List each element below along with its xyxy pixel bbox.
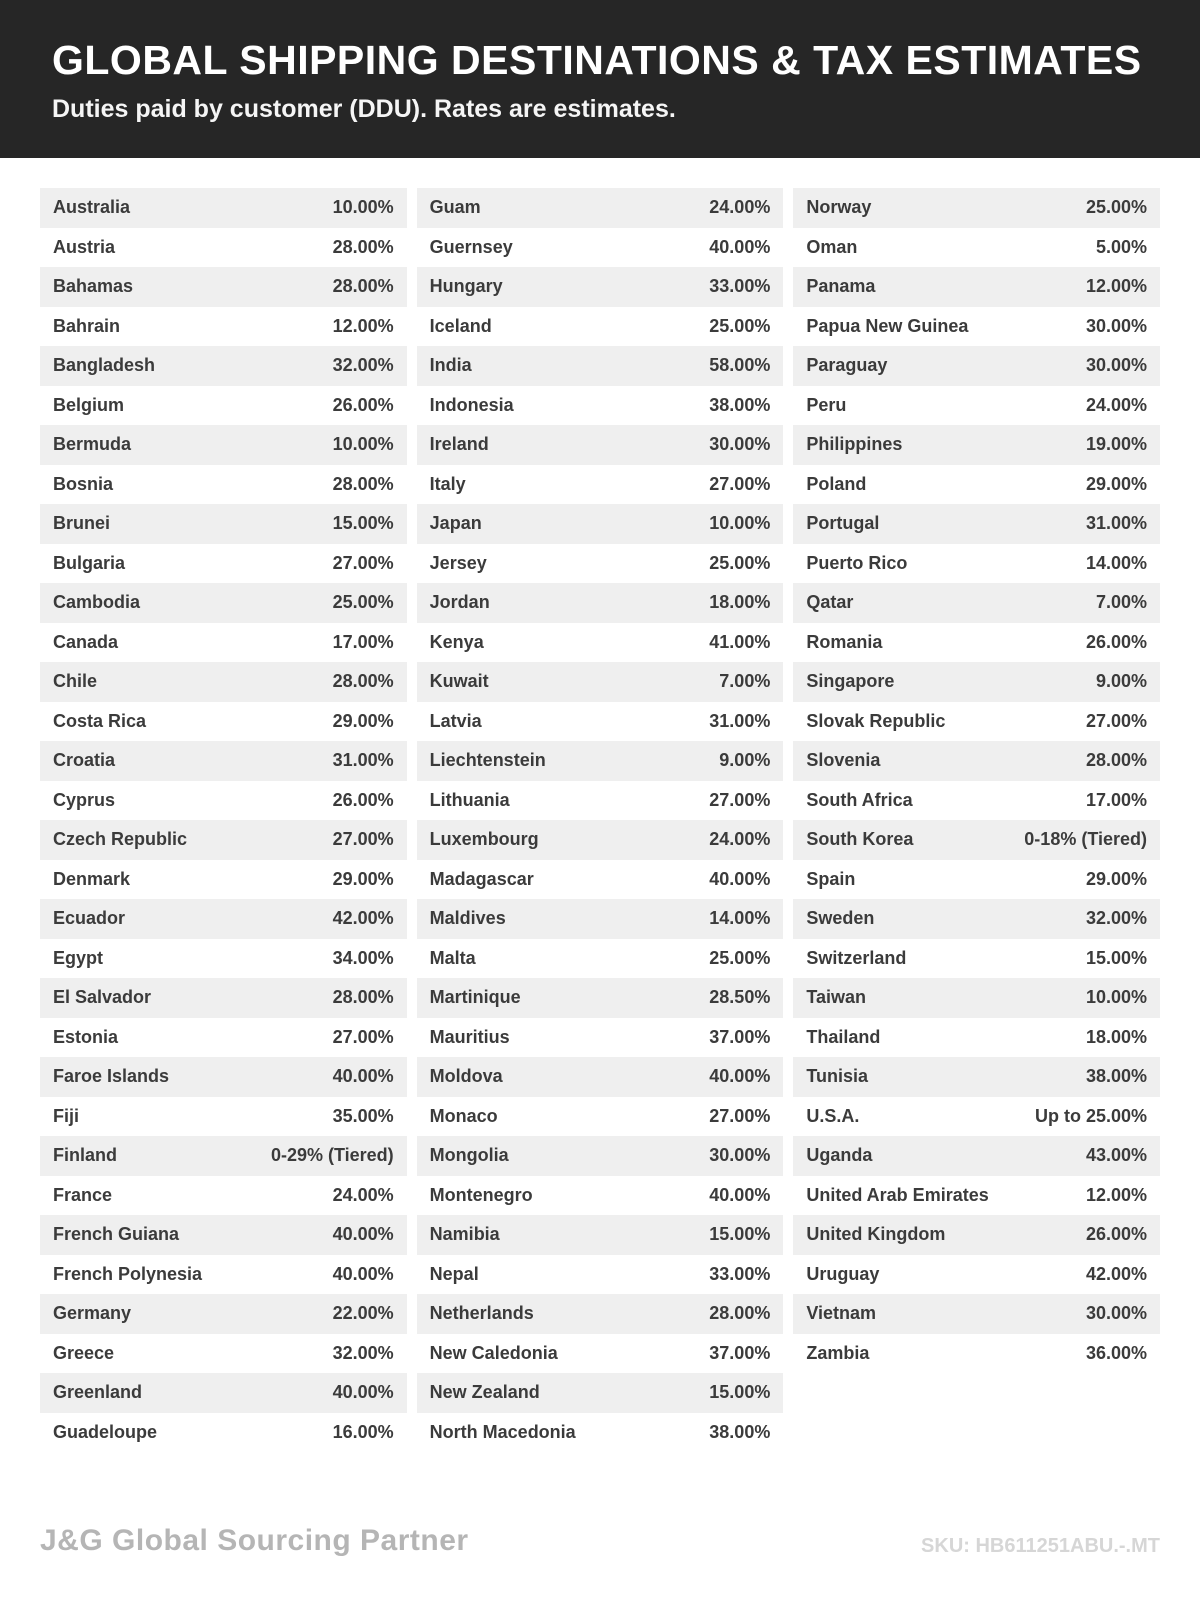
tax-rate: Up to 25.00% (1034, 1105, 1148, 1126)
country-name: Croatia (53, 750, 116, 771)
tax-rate: 37.00% (709, 1342, 771, 1363)
tax-rate: 10.00% (709, 513, 771, 534)
table-row (40, 702, 407, 742)
table-row (417, 544, 784, 584)
tax-rate: 25.00% (709, 315, 771, 336)
table-row (793, 939, 1160, 979)
table-row (40, 1176, 407, 1216)
tax-rate: 26.00% (332, 789, 394, 810)
table-row (793, 1255, 1160, 1295)
tax-rate: 30.00% (1085, 1303, 1148, 1324)
country-name: Bosnia (53, 473, 114, 494)
table-row (40, 346, 407, 386)
country-name: Guadeloupe (53, 1421, 158, 1442)
country-name: Estonia (53, 1026, 119, 1047)
table-row (793, 1097, 1160, 1137)
country-name: Iceland (429, 315, 492, 336)
table-row (40, 781, 407, 821)
table-row (417, 860, 784, 900)
country-name: Madagascar (429, 868, 534, 889)
country-name: Czech Republic (53, 829, 188, 850)
country-name: Austria (53, 236, 116, 257)
table-row (417, 741, 784, 781)
country-name: Faroe Islands (53, 1066, 170, 1087)
table-row (40, 583, 407, 623)
tax-rate: 15.00% (332, 513, 394, 534)
table-row (40, 1018, 407, 1058)
tax-rate: 37.00% (709, 1026, 771, 1047)
country-name: Japan (429, 513, 482, 534)
country-name: South Korea (806, 829, 914, 850)
tax-rate: 38.00% (709, 394, 771, 415)
country-name: Monaco (429, 1105, 498, 1126)
table-row (417, 425, 784, 465)
tax-rate: 38.00% (1085, 1066, 1148, 1087)
tax-rate: 12.00% (1085, 276, 1148, 297)
country-name: Romania (806, 631, 883, 652)
tax-rate: 32.00% (332, 355, 394, 376)
tax-rate: 18.00% (1085, 1026, 1148, 1047)
rate-column (417, 188, 784, 1452)
tax-rate: 42.00% (332, 908, 394, 929)
country-name: New Zealand (429, 1382, 540, 1403)
tax-rate: 25.00% (1085, 197, 1148, 218)
country-name: Singapore (806, 671, 895, 692)
tax-rate: 41.00% (709, 631, 771, 652)
table-row (417, 188, 784, 228)
page-title: GLOBAL SHIPPING DESTINATIONS & TAX ESTIMATES (52, 37, 1142, 83)
table-row (793, 267, 1160, 307)
country-name: India (429, 355, 472, 376)
country-name: Malta (429, 947, 476, 968)
table-row (40, 386, 407, 426)
tax-rate: 36.00% (1085, 1342, 1148, 1363)
table-row (40, 1097, 407, 1137)
table-row (40, 1334, 407, 1374)
country-name: Poland (806, 473, 867, 494)
country-name: Greenland (53, 1382, 143, 1403)
table-row (793, 781, 1160, 821)
country-name: Bahamas (53, 276, 134, 297)
table-row (793, 860, 1160, 900)
tax-rate: 40.00% (709, 1184, 771, 1205)
tax-rate: 7.00% (1095, 592, 1148, 613)
tax-rate: 31.00% (332, 750, 394, 771)
table-row (793, 386, 1160, 426)
country-name: Luxembourg (429, 829, 539, 850)
country-name: Montenegro (429, 1184, 533, 1205)
tax-rate: 40.00% (709, 236, 771, 257)
country-name: Peru (806, 394, 847, 415)
tax-rate: 30.00% (1085, 315, 1148, 336)
country-name: Namibia (429, 1224, 500, 1245)
country-name: Tunisia (806, 1066, 869, 1087)
tax-rate: 7.00% (719, 671, 771, 692)
country-name: France (53, 1184, 113, 1205)
table-row (793, 820, 1160, 860)
tax-rate: 12.00% (332, 315, 394, 336)
table-row (40, 504, 407, 544)
country-name: Switzerland (806, 947, 907, 968)
table-row (417, 939, 784, 979)
table-row (793, 1018, 1160, 1058)
country-name: El Salvador (53, 987, 152, 1008)
table-row (793, 504, 1160, 544)
table-row (40, 1057, 407, 1097)
tax-rate: 30.00% (1085, 355, 1148, 376)
tax-rate: 28.00% (332, 671, 394, 692)
page-header (0, 0, 1200, 158)
country-name: Germany (53, 1303, 132, 1324)
table-row (417, 1294, 784, 1334)
tax-rate: 29.00% (1085, 868, 1148, 889)
tax-rate: 26.00% (332, 394, 394, 415)
country-name: North Macedonia (429, 1421, 576, 1442)
country-name: Canada (53, 631, 119, 652)
table-row (793, 899, 1160, 939)
country-name: Thailand (806, 1026, 881, 1047)
country-name: Portugal (806, 513, 880, 534)
table-row (793, 346, 1160, 386)
tax-rate: 40.00% (332, 1263, 394, 1284)
table-row (417, 1215, 784, 1255)
table-row (40, 544, 407, 584)
country-name: Netherlands (429, 1303, 534, 1324)
country-name: Liechtenstein (429, 750, 546, 771)
table-row (417, 623, 784, 663)
table-row (793, 1215, 1160, 1255)
country-name: Bulgaria (53, 552, 126, 573)
table-row (793, 623, 1160, 663)
country-name: Guernsey (429, 236, 513, 257)
tax-rate: 27.00% (332, 552, 394, 573)
country-name: Ecuador (53, 908, 126, 929)
table-row (417, 1136, 784, 1176)
tax-rate: 32.00% (1085, 908, 1148, 929)
tax-rate: 15.00% (709, 1382, 771, 1403)
table-row (793, 188, 1160, 228)
table-row (793, 1136, 1160, 1176)
country-name: Puerto Rico (806, 552, 908, 573)
table-row (40, 662, 407, 702)
table-row (40, 188, 407, 228)
tax-rate: 17.00% (332, 631, 394, 652)
table-row (793, 583, 1160, 623)
country-name: Egypt (53, 947, 104, 968)
country-name: Jordan (429, 592, 490, 613)
table-row (40, 623, 407, 663)
tax-rate: 18.00% (709, 592, 771, 613)
country-name: Oman (806, 236, 858, 257)
table-row (40, 425, 407, 465)
tax-rate: 12.00% (1085, 1184, 1148, 1205)
country-name: Ireland (429, 434, 489, 455)
tax-rate: 10.00% (332, 434, 394, 455)
country-name: U.S.A. (806, 1105, 860, 1126)
tax-rate: 15.00% (1085, 947, 1148, 968)
country-name: Kuwait (429, 671, 489, 692)
tax-rate: 28.00% (332, 473, 394, 494)
country-name: Brunei (53, 513, 111, 534)
country-name: Bangladesh (53, 355, 156, 376)
tax-rate: 27.00% (709, 1105, 771, 1126)
country-name: Belgium (53, 394, 125, 415)
country-name: French Guiana (53, 1224, 180, 1245)
table-row (417, 1176, 784, 1216)
tax-rate: 40.00% (709, 868, 771, 889)
tax-rate: 0-29% (Tiered) (270, 1145, 394, 1166)
country-name: Zambia (806, 1342, 870, 1363)
country-name: Mauritius (429, 1026, 510, 1047)
tax-rate: 35.00% (332, 1105, 394, 1126)
tax-rate: 43.00% (1085, 1145, 1148, 1166)
table-row (417, 1255, 784, 1295)
tax-rate: 33.00% (709, 1263, 771, 1284)
tax-rate: 19.00% (1085, 434, 1148, 455)
country-name: Denmark (53, 868, 131, 889)
table-row (793, 978, 1160, 1018)
table-row (793, 741, 1160, 781)
tax-rate: 33.00% (709, 276, 771, 297)
table-row (40, 899, 407, 939)
tax-rate: 28.00% (1085, 750, 1148, 771)
country-name: Kenya (429, 631, 484, 652)
table-row (40, 307, 407, 347)
page-subtitle: Duties paid by customer (DDU). Rates are estimates. (52, 95, 676, 124)
table-row (417, 465, 784, 505)
tax-rate: 9.00% (1095, 671, 1148, 692)
tax-rate: 28.50% (709, 987, 771, 1008)
table-row (40, 1215, 407, 1255)
country-name: United Arab Emirates (806, 1184, 989, 1205)
country-name: Vietnam (806, 1303, 877, 1324)
table-row (793, 1334, 1160, 1374)
table-row (417, 781, 784, 821)
table-row (793, 1294, 1160, 1334)
country-name: Greece (53, 1342, 115, 1363)
country-name: Taiwan (806, 987, 867, 1008)
country-name: Qatar (806, 592, 854, 613)
table-row (40, 1136, 407, 1176)
table-row (40, 1294, 407, 1334)
table-row (417, 504, 784, 544)
tax-rate: 42.00% (1085, 1263, 1148, 1284)
tax-rate: 40.00% (709, 1066, 771, 1087)
page-footer (40, 1524, 1160, 1558)
tax-rate: 28.00% (332, 236, 394, 257)
tax-rate: 30.00% (709, 434, 771, 455)
table-row (417, 662, 784, 702)
country-name: Bermuda (53, 434, 132, 455)
tax-rate: 24.00% (1085, 394, 1148, 415)
tax-rate: 29.00% (1085, 473, 1148, 494)
country-name: Slovenia (806, 750, 881, 771)
country-name: United Kingdom (806, 1224, 946, 1245)
country-name: Fiji (53, 1105, 79, 1126)
brand-name: J&G Global Sourcing Partner (40, 1524, 469, 1557)
tax-rate: 14.00% (709, 908, 771, 929)
country-name: Indonesia (429, 394, 514, 415)
country-name: Spain (806, 868, 856, 889)
table-row (40, 939, 407, 979)
tax-rate: 10.00% (1085, 987, 1148, 1008)
country-name: Slovak Republic (806, 710, 946, 731)
table-row (417, 1057, 784, 1097)
table-row (793, 702, 1160, 742)
tax-rate: 17.00% (1085, 789, 1148, 810)
tax-rate: 31.00% (709, 710, 771, 731)
tax-rate: 26.00% (1085, 631, 1148, 652)
tax-rate: 34.00% (332, 947, 394, 968)
tax-rate: 14.00% (1085, 552, 1148, 573)
tax-rate: 26.00% (1085, 1224, 1148, 1245)
table-row (793, 425, 1160, 465)
country-name: New Caledonia (429, 1342, 558, 1363)
table-row (793, 1057, 1160, 1097)
sku-label: SKU: HB611251ABU.-.MT (921, 1535, 1160, 1557)
tax-rate: 31.00% (1085, 513, 1148, 534)
tax-rate: 40.00% (332, 1066, 394, 1087)
tax-rate: 16.00% (332, 1421, 394, 1442)
table-row (793, 307, 1160, 347)
tax-rate: 29.00% (332, 868, 394, 889)
table-row (40, 978, 407, 1018)
table-row (417, 820, 784, 860)
tax-rate: 32.00% (332, 1342, 394, 1363)
table-row (40, 820, 407, 860)
tax-rate: 40.00% (332, 1382, 394, 1403)
country-name: South Africa (806, 789, 913, 810)
table-row (417, 583, 784, 623)
country-name: Paraguay (806, 355, 888, 376)
tax-rate: 24.00% (332, 1184, 394, 1205)
table-row (40, 465, 407, 505)
tax-rate: 27.00% (1085, 710, 1148, 731)
tax-rate: 27.00% (332, 829, 394, 850)
tax-rate: 24.00% (709, 197, 771, 218)
rate-column (793, 188, 1160, 1373)
table-row (417, 307, 784, 347)
table-row (793, 1176, 1160, 1216)
country-name: Chile (53, 671, 98, 692)
table-row (40, 267, 407, 307)
tax-rate: 22.00% (332, 1303, 394, 1324)
table-row (417, 1373, 784, 1413)
table-row (40, 228, 407, 268)
country-name: Uganda (806, 1145, 873, 1166)
tax-rate: 40.00% (332, 1224, 394, 1245)
tax-rate: 28.00% (332, 987, 394, 1008)
table-row (417, 702, 784, 742)
table-row (417, 1334, 784, 1374)
table-row (793, 662, 1160, 702)
country-name: Cyprus (53, 789, 116, 810)
country-name: Hungary (429, 276, 503, 297)
country-name: French Polynesia (53, 1263, 203, 1284)
tax-rate: 5.00% (1095, 236, 1148, 257)
country-name: Jersey (429, 552, 487, 573)
tax-rate: 25.00% (709, 947, 771, 968)
tax-rate: 38.00% (709, 1421, 771, 1442)
country-name: Maldives (429, 908, 506, 929)
rates-table (0, 158, 1200, 1452)
country-name: Guam (429, 197, 481, 218)
rate-column (40, 188, 407, 1452)
country-name: Uruguay (806, 1263, 880, 1284)
country-name: Latvia (429, 710, 482, 731)
country-name: Norway (806, 197, 872, 218)
table-row (793, 544, 1160, 584)
country-name: Italy (429, 473, 466, 494)
table-row (417, 228, 784, 268)
tax-rate: 27.00% (709, 789, 771, 810)
table-row (793, 228, 1160, 268)
table-row (417, 1413, 784, 1453)
country-name: Martinique (429, 987, 521, 1008)
tax-rate: 30.00% (709, 1145, 771, 1166)
country-name: Nepal (429, 1263, 479, 1284)
country-name: Mongolia (429, 1145, 509, 1166)
table-row (417, 267, 784, 307)
country-name: Lithuania (429, 789, 510, 810)
table-row (40, 1413, 407, 1453)
country-name: Costa Rica (53, 710, 147, 731)
table-row (417, 899, 784, 939)
tax-rate: 29.00% (332, 710, 394, 731)
table-row (40, 1255, 407, 1295)
table-row (417, 346, 784, 386)
tax-rate: 15.00% (709, 1224, 771, 1245)
table-row (417, 1018, 784, 1058)
table-row (40, 1373, 407, 1413)
country-name: Bahrain (53, 315, 121, 336)
tax-rate: 58.00% (709, 355, 771, 376)
country-name: Panama (806, 276, 876, 297)
table-row (417, 978, 784, 1018)
tax-rate: 28.00% (332, 276, 394, 297)
tax-rate: 0-18% (Tiered) (1024, 829, 1148, 850)
country-name: Papua New Guinea (806, 315, 969, 336)
country-name: Sweden (806, 908, 875, 929)
country-name: Australia (53, 197, 131, 218)
tax-rate: 9.00% (719, 750, 771, 771)
table-row (40, 741, 407, 781)
tax-rate: 27.00% (709, 473, 771, 494)
table-row (417, 1097, 784, 1137)
country-name: Cambodia (53, 592, 141, 613)
country-name: Finland (53, 1145, 117, 1166)
tax-rate: 10.00% (332, 197, 394, 218)
tax-rate: 25.00% (332, 592, 394, 613)
tax-rate: 25.00% (709, 552, 771, 573)
tax-rate: 24.00% (709, 829, 771, 850)
country-name: Philippines (806, 434, 903, 455)
table-row (417, 386, 784, 426)
table-row (40, 860, 407, 900)
table-row (793, 465, 1160, 505)
country-name: Moldova (429, 1066, 503, 1087)
tax-rate: 28.00% (709, 1303, 771, 1324)
tax-rate: 27.00% (332, 1026, 394, 1047)
